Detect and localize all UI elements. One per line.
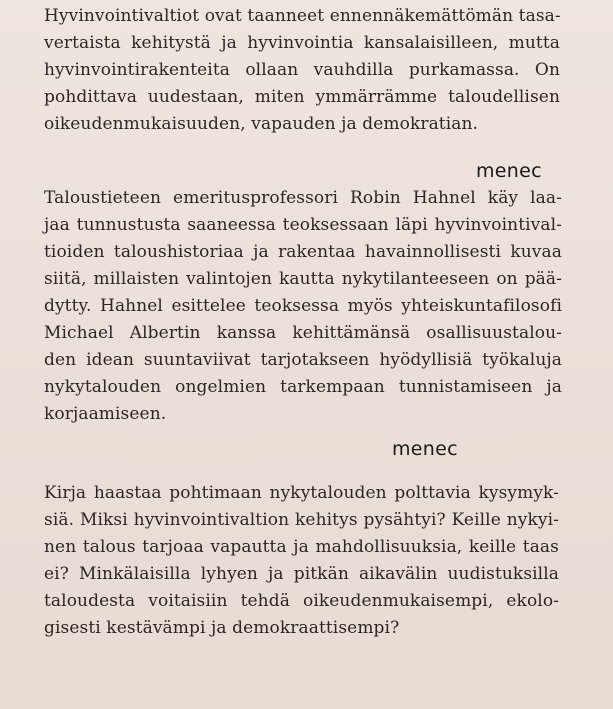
text-line: siitä, millaisten valintojen kautta nykytilanteeseen on pää- <box>44 269 562 289</box>
text-line: den idean suuntaviivat tarjotakseen hyödyllisiä työkaluja <box>44 350 562 370</box>
text-line: oikeudenmukaisuuden, vapauden ja demokratian. <box>44 114 479 134</box>
text-line: tioiden taloushistoriaa ja rakentaa havainnollisesti kuvaa <box>44 242 562 262</box>
text-line: nen talous tarjoaa vapautta ja mahdollisuuksia, keille taas <box>44 537 559 557</box>
text-line: korjaamiseen. <box>44 404 167 424</box>
text-line: Taloustieteen emeritusprofessori Robin Hahnel käy laa- <box>44 188 562 208</box>
text-line: pohdittava uudestaan, miten ymmärrämme taloudellisen <box>44 87 560 107</box>
text-line: hyvinvointirakenteita ollaan vauhdilla purkamassa. On <box>44 60 560 80</box>
paragraph-author <box>44 185 562 428</box>
text-line: vertaista kehitystä ja hyvinvointia kansalaisilleen, mutta <box>44 33 560 53</box>
text-line: ei? Minkälaisilla lyhyen ja pitkän aikavälin uudistuksilla <box>44 564 559 584</box>
watermark-text: menec <box>476 160 542 182</box>
text-line: gisesti kestävämpi ja demokraattisempi? <box>44 618 400 638</box>
paragraph-intro <box>44 3 560 138</box>
text-line: Hyvinvointivaltiot ovat taanneet ennennäkemättömän tasa- <box>44 6 561 26</box>
text-line: Kirja haastaa pohtimaan nykytalouden polttavia kysymyk- <box>44 483 559 503</box>
text-line: taloudesta voitaisiin tehdä oikeudenmukaisempi, ekolo- <box>44 591 559 611</box>
text-line: jaa tunnustusta saaneessa teoksessaan läpi hyvinvointival- <box>44 215 562 235</box>
text-line: siä. Miksi hyvinvointivaltion kehitys pysähtyi? Keille nykyi- <box>44 510 559 530</box>
paragraph-questions <box>44 480 559 642</box>
text-line: dytty. Hahnel esittelee teoksessa myös yhteiskuntafilosofi <box>44 296 562 316</box>
text-line: nykytalouden ongelmien tarkempaan tunnistamiseen ja <box>44 377 562 397</box>
text-line: Michael Albertin kanssa kehittämänsä osallisuustalou- <box>44 323 562 343</box>
watermark-text: menec <box>392 438 458 460</box>
